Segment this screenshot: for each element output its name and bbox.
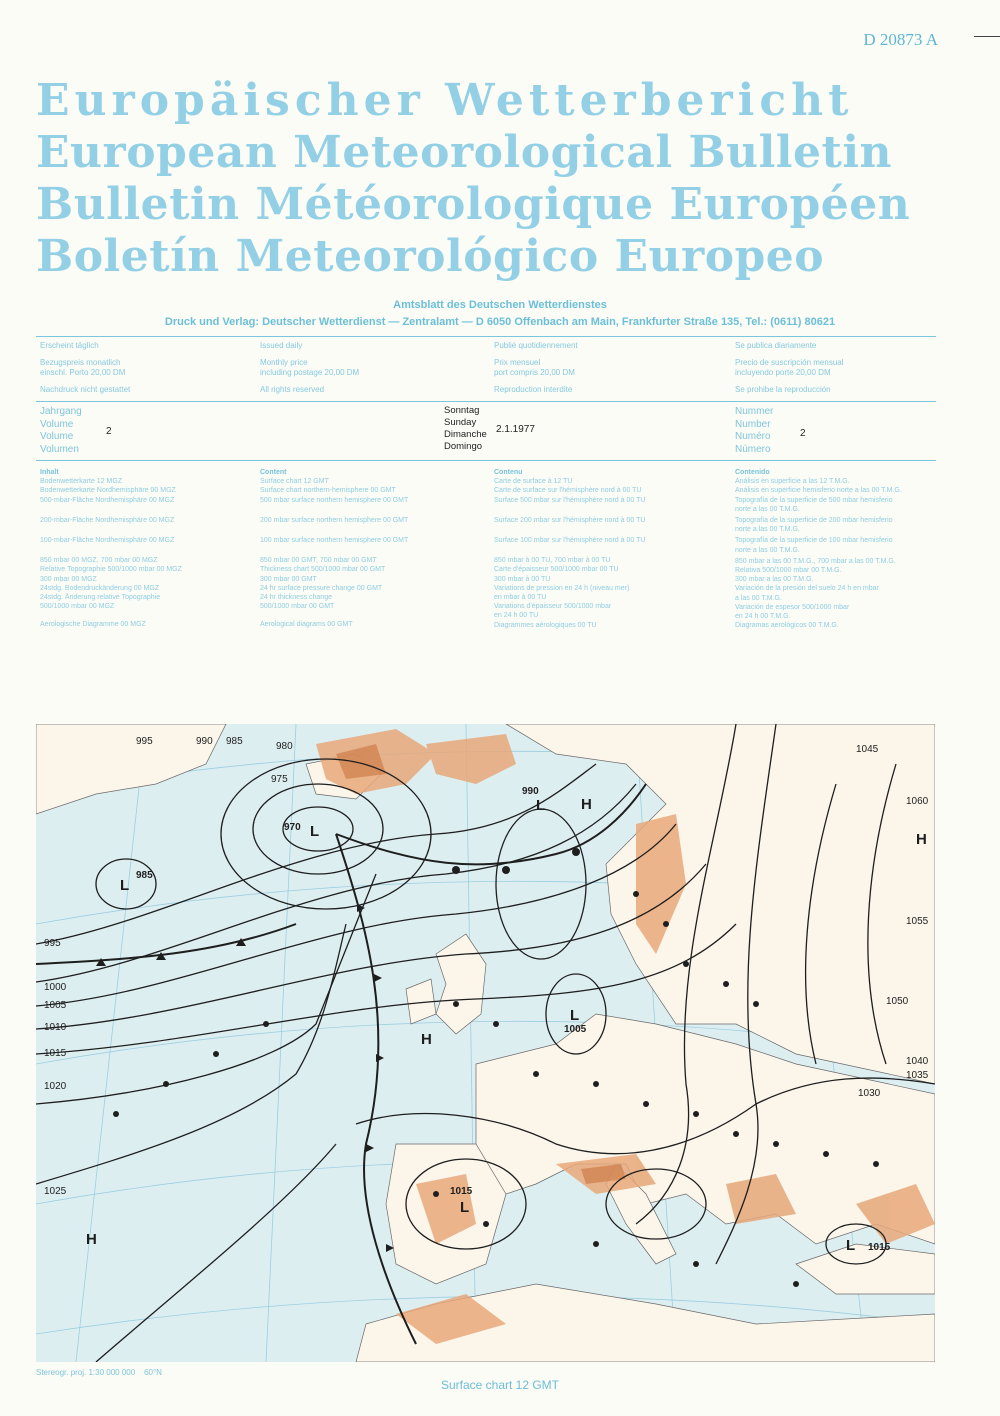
volume-labels: Jahrgang Volume Volume Volumen <box>40 406 82 455</box>
high-center: H <box>916 831 927 848</box>
contents-item: Variación de la presión del suelo 24 h en mbar <box>735 585 879 593</box>
contents-item: a las 00 T.M.G. <box>735 594 782 602</box>
contents-item: 850 mbar 00 GMT, 700 mbar 00 GMT <box>260 557 377 565</box>
low-center: L <box>846 1237 856 1254</box>
contents-item: Surface 200 mbar sur l'hémisphère nord à 00 TU <box>494 516 646 524</box>
svg-text:1025: 1025 <box>44 1186 67 1197</box>
low-center: L <box>310 823 320 840</box>
contents-item: Relativa 500/1000 mbar 00 T.M.G. <box>735 567 842 575</box>
contents-item: Diagrammes aérologiques 00 TU <box>494 621 597 629</box>
contents-item: 100-mbar-Fläche Nordhemisphäre 00 MGZ <box>40 537 175 545</box>
svg-text:985: 985 <box>226 736 243 747</box>
contents-item: Diagramas aerológicos 00 T.M.G. <box>735 622 839 630</box>
svg-text:975: 975 <box>271 774 288 785</box>
publication-info-en: Issued daily Monthly price including postage 20,00 DM All rights reserved <box>260 341 360 394</box>
divider <box>36 336 936 337</box>
low-center: L <box>120 877 130 894</box>
contents-item: 100 mbar surface northern hemisphere 00 GMT <box>260 537 409 545</box>
contents-item: Aerologische Diagramme 00 MGZ <box>40 621 146 629</box>
svg-text:1050: 1050 <box>886 996 909 1007</box>
contents-item: 300 mbar 00 GMT <box>260 575 317 583</box>
number-labels: Nummer Number Numéro Número <box>735 406 774 455</box>
contents-item: 850 mbar à 00 TU, 700 mbar à 00 TU <box>494 557 611 565</box>
contents-item: Análisis en superficie hemisferio norte a las 00 T.M.G. <box>735 487 902 495</box>
projection-note: Stereogr. proj. 1:30 000 000 60°N <box>36 1368 162 1377</box>
contents-item: 850 mbar 00 MGZ, 700 mbar 00 MGZ <box>40 557 158 565</box>
contents-item: Variación de espesor 500/1000 mbar <box>735 603 850 611</box>
publication-info-es: Se publica diariamente Precio de suscripción mensual incluyendo porte 20,00 DM Se prohibe la reproducción <box>735 341 844 394</box>
contents-es: Contenido Análisis en superficie a las 12 T.M.G. Análisis en superficie hemisferio norte a las 00 T.M.G. Topografía de la superficie de 500 mbar hemisferio norte a las 00 T.M.G. Topografía de la superficie de 200 mbar hemisferio norte a las 00 T.M.G. Topografía de la superficie de 100 mbar hemisferio norte a las 00 T.M.G. 850 mbar a las 00 T.M.G., 700 mbar a las 00 T.M.G. Relativa 500/1000 mbar 00 T.M.G. 300 mbar a las 00 T.M.G. Variación de la presión del suelo 24 h en mbar a las 00 T.M.G. Variación de espesor 500/1000 mbar en 24 h 00 T.M.G. Diagramas aerológicos 00 T.M.G. <box>735 469 902 630</box>
divider <box>36 401 936 402</box>
low-value: 1015 <box>868 1242 891 1253</box>
svg-text:1040: 1040 <box>906 1056 929 1067</box>
contents-item: Surface chart northern-hemisphere 00 GMT <box>260 487 396 495</box>
contents-item: Topografía de la superficie de 500 mbar hemisferio <box>735 496 893 504</box>
official-gazette: Amtsblatt des Deutschen Wetterdienstes <box>393 299 607 311</box>
contents-item: norte a las 00 T.M.G. <box>735 546 800 554</box>
issue-date: 2.1.1977 <box>496 424 535 435</box>
contents-item: 24stdg. Bodendruckänderung 00 MGZ <box>40 584 160 592</box>
contents-item: Bodenwetterkarte Nordhemisphäre 00 MGZ <box>40 487 176 495</box>
contents-item: 200-mbar-Fläche Nordhemisphäre 00 MGZ <box>40 516 175 524</box>
volume-value: 2 <box>106 426 112 437</box>
high-center: H <box>86 1231 97 1248</box>
latitude-label: 60°N <box>144 1368 162 1377</box>
contents-item: 24stdg. Änderung relative Topographie <box>40 594 161 602</box>
edge-mark <box>974 36 1000 37</box>
contents-item: Thickness chart 500/1000 mbar 00 GMT <box>260 566 386 574</box>
contents-item: en 24 h 00 T.M.G. <box>735 613 791 621</box>
catalog-number: D 20873 A <box>863 30 938 49</box>
contents-item: 300 mbar 00 MGZ <box>40 575 97 583</box>
svg-text:1015: 1015 <box>44 1048 67 1059</box>
contents-item: Topografía de la superficie de 200 mbar hemisferio <box>735 517 893 525</box>
low-value: 990 <box>522 786 539 797</box>
contents-item: Surface 100 mbar sur l'hémisphère nord à 00 TU <box>494 537 646 545</box>
title-block <box>36 75 940 283</box>
svg-text:1005: 1005 <box>44 1000 67 1011</box>
contents-item: 300 mbar a las 00 T.M.G. <box>735 576 814 584</box>
low-value: 1005 <box>564 1024 587 1035</box>
svg-text:1035: 1035 <box>906 1070 929 1081</box>
contents-item: 500/1000 mbar 00 MGZ <box>40 603 115 611</box>
contents-item: Carte de surface à 12 TU <box>494 478 573 486</box>
high-center: H <box>581 796 592 813</box>
contents-de: Inhalt Bodenwetterkarte 12 MGZ Bodenwetterkarte Nordhemisphäre 00 MGZ 500-mbar-Fläche Nordhemisphäre 00 MGZ 200-mbar-Fläche Nordhemisphäre 00 MGZ 100-mbar-Fläche Nordhemisphäre 00 MGZ 850 mbar 00 MGZ, 700 mbar 00 MGZ Relative Topographie 500/1000 mbar 00 MGZ 300 mbar 00 MGZ 24stdg. Bodendruckänderung 00 MGZ 24stdg. Änderung relative Topographie 500/1000 mbar 00 MGZ Aerologische Diagramme 00 MGZ <box>40 469 182 629</box>
contents-item: 500/1000 mbar 00 GMT <box>260 603 335 611</box>
svg-text:1020: 1020 <box>44 1081 67 1092</box>
contents-item: 24 hr surface pressure change 00 GMT <box>260 584 383 592</box>
contents-item: 300 mbar à 00 TU <box>494 575 551 583</box>
title-french: Bulletin Météorologique Européen <box>36 179 911 230</box>
svg-text:1045: 1045 <box>856 744 879 755</box>
svg-text:1010: 1010 <box>44 1022 67 1033</box>
svg-text:1030: 1030 <box>858 1088 881 1099</box>
svg-text:1055: 1055 <box>906 916 929 927</box>
low-value: 985 <box>136 870 153 881</box>
low-center: L <box>536 797 546 814</box>
svg-text:980: 980 <box>276 741 293 752</box>
contents-item: 500 mbar surface northern hemisphere 00 GMT <box>260 496 409 504</box>
svg-text:1000: 1000 <box>44 982 67 993</box>
weekday-labels: Sonntag Sunday Dimanche Domingo <box>444 405 487 452</box>
contents-item: Carte de surface sur l'hémisphère nord à 00 TU <box>494 487 642 495</box>
contents-item: Relative Topographie 500/1000 mbar 00 MGZ <box>40 566 182 574</box>
svg-text:995: 995 <box>136 736 153 747</box>
contents-item: Surface 500 mbar sur l'hémisphère nord à 00 TU <box>494 496 646 504</box>
divider <box>36 460 936 461</box>
contents-item: 200 mbar surface northern hemisphere 00 GMT <box>260 516 409 524</box>
title-english: European Meteorological Bulletin <box>36 127 893 178</box>
map-caption: Surface chart 12 GMT <box>440 1378 560 1392</box>
title-german: Europäischer Wetterbericht <box>36 75 854 126</box>
contents-item: Carte d'épaisseur 500/1000 mbar 00 TU <box>494 566 619 574</box>
contents-item: Variations d'épaisseur 500/1000 mbar <box>494 603 612 611</box>
contents-en: Content Surface chart 12 GMT Surface chart northern-hemisphere 00 GMT 500 mbar surface northern hemisphere 00 GMT 200 mbar surface northern hemisphere 00 GMT 100 mbar surface northern hemisphere 00 GMT 850 mbar 00 GMT, 700 mbar 00 GMT Thickness chart 500/1000 mbar 00 GMT 300 mbar 00 GMT 24 hr surface pressure change 00 GMT 24 hr thickness change 500/1000 mbar 00 GMT Aerological diagrams 00 GMT <box>260 469 409 629</box>
contents-item: en 24 h 00 TU <box>494 612 539 620</box>
contents-item: 500-mbar-Fläche Nordhemisphäre 00 MGZ <box>40 496 175 504</box>
low-center: L <box>570 1007 580 1024</box>
contents-item: Análisis en superficie a las 12 T.M.G. <box>735 478 850 486</box>
high-center: H <box>421 1031 432 1048</box>
contents-item: Variations de pression en 24 h (niveau mer) <box>494 584 630 592</box>
number-value: 2 <box>800 428 806 439</box>
contents-fr: Contenu Carte de surface à 12 TU Carte de surface sur l'hémisphère nord à 00 TU Surface 500 mbar sur l'hémisphère nord à 00 TU Surface 200 mbar sur l'hémisphère nord à 00 TU Surface 100 mbar sur l'hémisphère nord à 00 TU 850 mbar à 00 TU, 700 mbar à 00 TU Carte d'épaisseur 500/1000 mbar 00 TU 300 mbar à 00 TU Variations de pression en 24 h (niveau mer) en mbar à 00 TU Variations d'épaisseur 500/1000 mbar en 24 h 00 TU Diagrammes aérologiques 00 TU <box>494 469 646 629</box>
contents-item: 24 hr thickness change <box>260 594 332 602</box>
svg-text:1060: 1060 <box>906 796 929 807</box>
surface-chart-map <box>36 724 935 1362</box>
contents-item: Topografía de la superficie de 100 mbar hemisferio <box>735 537 893 545</box>
low-value: 1015 <box>450 1186 473 1197</box>
contents-item: norte a las 00 T.M.G. <box>735 505 800 513</box>
publication-info-de: Erscheint täglich Bezugspreis monatlich einschl. Porto 20,00 DM Nachdruck nicht gestattet <box>40 341 131 394</box>
contents-item: 850 mbar a las 00 T.M.G., 700 mbar a las 00 T.M.G. <box>735 557 896 565</box>
contents-item: en mbar à 00 TU <box>494 594 547 602</box>
low-value: 970 <box>284 822 301 833</box>
contents-item: Bodenwetterkarte 12 MGZ <box>40 478 123 486</box>
title-spanish: Boletín Meteorológico Europeo <box>36 231 825 282</box>
svg-text:995: 995 <box>44 938 61 949</box>
publisher-line: Druck und Verlag: Deutscher Wetterdienst — Zentralamt — D 6050 Offenbach am Main, Frankfurter Straße 135, Tel.: (0611) 80621 <box>164 316 836 328</box>
contents-item: Surface chart 12 GMT <box>260 478 329 486</box>
contents-item: norte a las 00 T.M.G. <box>735 526 800 534</box>
low-center: L <box>460 1199 470 1216</box>
svg-text:990: 990 <box>196 736 213 747</box>
publication-info-fr: Publié quotidiennement Prix mensuel port compris 20,00 DM Reproduction interdite <box>494 341 578 394</box>
contents-item: Aerological diagrams 00 GMT <box>260 621 353 629</box>
